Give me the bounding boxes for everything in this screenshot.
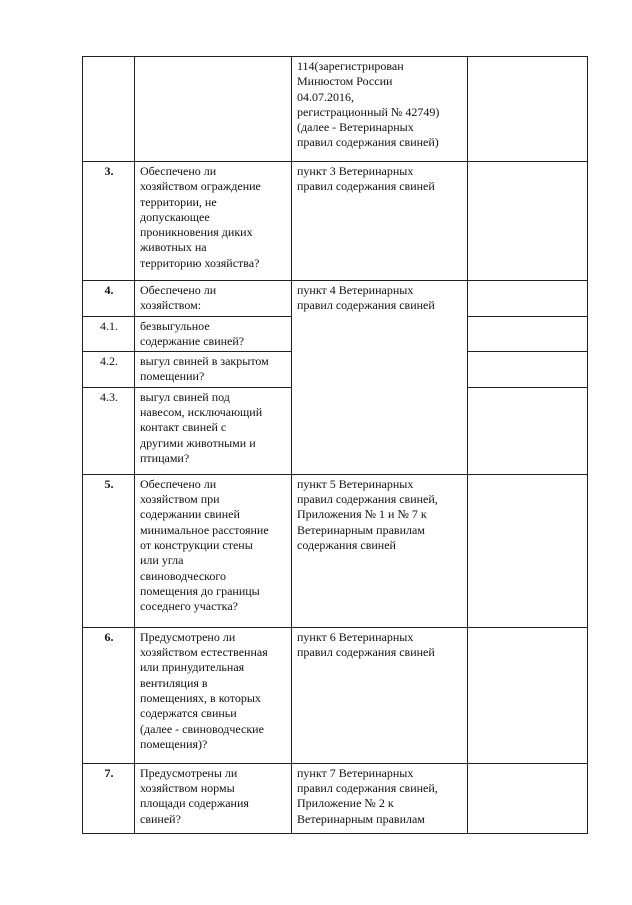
- table-row: [83, 57, 588, 162]
- answer-cell: [468, 162, 588, 281]
- row-number: 6.: [83, 627, 135, 763]
- answer-cell: [468, 474, 588, 627]
- reference-cell: пункт 4 Ветеринарных правил содержания свиней: [292, 281, 468, 475]
- row-number: 4.2.: [83, 352, 135, 388]
- reference-cell: 114(зарегистрирован Минюстом России 04.07.2016, регистрационный № 42749) (далее - Ветеринарных правил содержания свиней): [292, 57, 468, 162]
- reference-cell: пункт 6 Ветеринарных правил содержания свиней: [292, 627, 468, 763]
- table-row: [83, 281, 588, 317]
- question-cell: [135, 57, 292, 162]
- row-number: 3.: [83, 162, 135, 281]
- reference-cell: пункт 5 Ветеринарных правил содержания свиней, Приложения № 1 и № 7 к Ветеринарным правилам содержания свиней: [292, 474, 468, 627]
- row-number: 7.: [83, 763, 135, 833]
- question-cell: Обеспечено ли хозяйством ограждение территории, не допускающее проникновения диких животных на территорию хозяйства?: [135, 162, 292, 281]
- question-cell: выгул свиней в закрытом помещении?: [135, 352, 292, 388]
- question-cell: выгул свиней под навесом, исключающий контакт свиней с другими животными и птицами?: [135, 387, 292, 474]
- table-row: [83, 474, 588, 627]
- question-cell: Обеспечено ли хозяйством:: [135, 281, 292, 317]
- question-cell: Предусмотрено ли хозяйством естественная или принудительная вентиляция в помещениях, в которых содержатся свиньи (далее - свиноводческие помещения)?: [135, 627, 292, 763]
- question-cell: Обеспечено ли хозяйством при содержании свиней минимальное расстояние от конструкции стены или угла свиноводческого помещения до границы соседнего участка?: [135, 474, 292, 627]
- row-number: 4.3.: [83, 387, 135, 474]
- row-number: [83, 57, 135, 162]
- row-number: 4.: [83, 281, 135, 317]
- table-row: [83, 162, 588, 281]
- answer-cell: [468, 281, 588, 317]
- table-row: [83, 763, 588, 833]
- reference-cell: пункт 3 Ветеринарных правил содержания свиней: [292, 162, 468, 281]
- answer-cell: [468, 57, 588, 162]
- question-cell: Предусмотрены ли хозяйством нормы площади содержания свиней?: [135, 763, 292, 833]
- table-row: [83, 627, 588, 763]
- inspection-checklist-table: [82, 56, 588, 834]
- row-number: 4.1.: [83, 316, 135, 352]
- answer-cell: [468, 316, 588, 352]
- answer-cell: [468, 352, 588, 388]
- answer-cell: [468, 387, 588, 474]
- answer-cell: [468, 763, 588, 833]
- question-cell: безвыгульное содержание свиней?: [135, 316, 292, 352]
- answer-cell: [468, 627, 588, 763]
- row-number: 5.: [83, 474, 135, 627]
- reference-cell: пункт 7 Ветеринарных правил содержания свиней, Приложение № 2 к Ветеринарным правилам: [292, 763, 468, 833]
